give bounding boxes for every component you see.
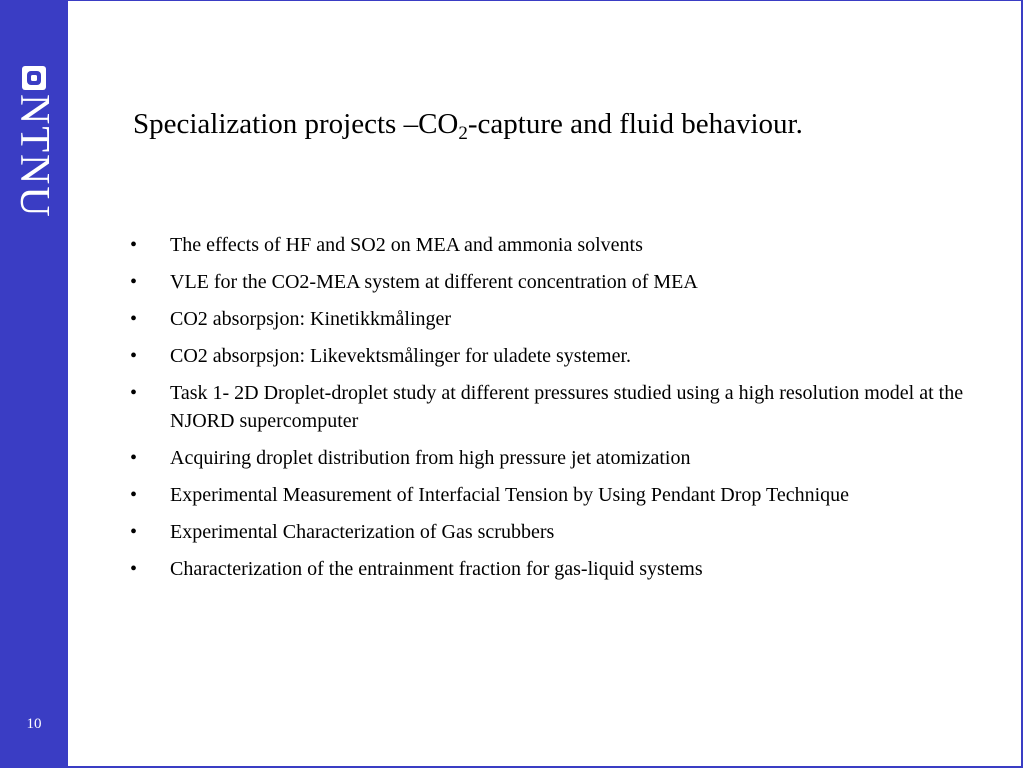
bullet-icon: • [130, 484, 138, 506]
bullet-text: The effects of HF and SO2 on MEA and ammonia solvents [170, 234, 643, 256]
bullet-item [130, 518, 970, 546]
slide-title [133, 108, 993, 144]
ntnu-logo-text: NTNU [11, 94, 57, 219]
title-text-before: Specialization projects –CO [133, 108, 459, 140]
bullet-text: Characterization of the entrainment fraction for gas-liquid systems [170, 558, 703, 580]
bullet-icon: • [130, 271, 138, 293]
title-subscript: 2 [458, 123, 468, 144]
bullet-icon: • [130, 308, 138, 330]
bullet-text: Acquiring droplet distribution from high pressure jet atomization [170, 447, 691, 469]
bullet-icon: • [130, 558, 138, 580]
bullet-item [130, 379, 970, 435]
bullet-item [130, 268, 970, 296]
bullet-icon: • [130, 447, 138, 469]
title-text-after: -capture and fluid behaviour. [467, 108, 803, 140]
bullet-text: VLE for the CO2-MEA system at different concentration of MEA [170, 271, 698, 293]
bullet-item [130, 555, 970, 583]
bullet-icon: • [130, 382, 138, 404]
bullet-item [130, 342, 970, 370]
bullet-text: Task 1- 2D Droplet-droplet study at different pressures studied using a high resolution model at the NJORD supercomputer [170, 382, 964, 432]
bullet-icon: • [130, 521, 138, 543]
ntnu-logo-icon [22, 66, 46, 90]
bullet-icon: • [130, 345, 138, 367]
bullet-icon: • [130, 234, 138, 256]
bullet-item [130, 481, 970, 509]
bullet-text: CO2 absorpsjon: Likevektsmålinger for uladete systemer. [170, 345, 632, 367]
bullet-text: CO2 absorpsjon: Kinetikkmålinger [170, 308, 452, 330]
bullet-text: Experimental Measurement of Interfacial Tension by Using Pendant Drop Technique [170, 484, 850, 506]
bullet-text: Experimental Characterization of Gas scrubbers [170, 521, 555, 543]
page-number: 10 [26, 716, 42, 732]
bullet-list [130, 231, 970, 592]
bullet-item [130, 444, 970, 472]
brand-sidebar [0, 0, 68, 768]
bullet-item [130, 231, 970, 259]
bullet-item [130, 305, 970, 333]
